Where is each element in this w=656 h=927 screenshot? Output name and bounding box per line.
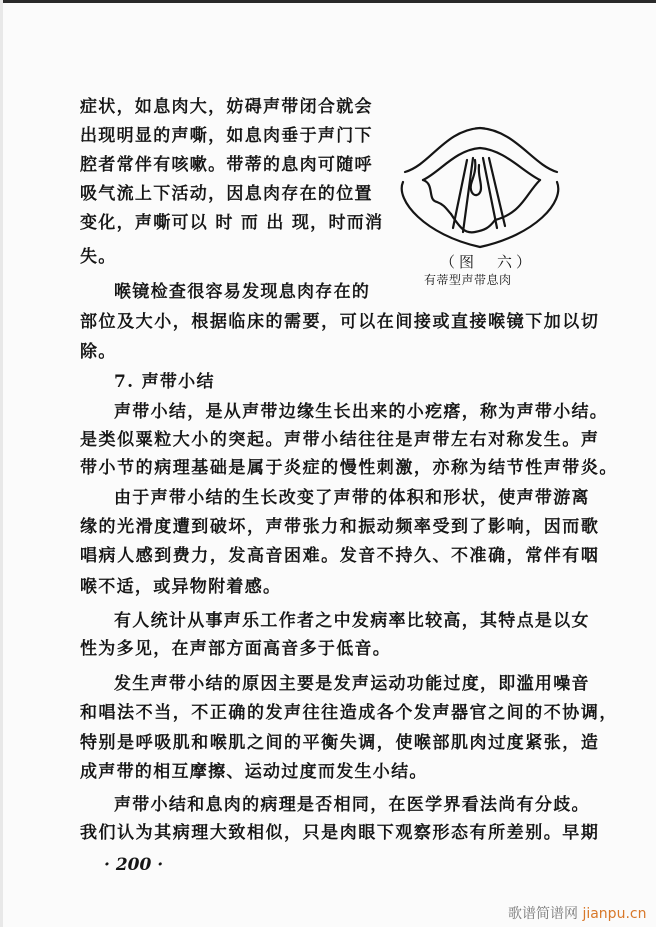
text-line: 唱病人感到费力，发高音困难。发音不持久、不准确，常伴有咽 bbox=[80, 546, 600, 566]
watermark bbox=[508, 903, 646, 923]
text-line: 是类似粟粒大小的突起。声带小结往往是声带左右对称发生。声 bbox=[80, 430, 600, 450]
text-line: 特别是呼吸肌和喉肌之间的平衡失调，使喉部肌肉过度紧张，造 bbox=[80, 733, 600, 753]
text-line: 除。 bbox=[80, 342, 117, 362]
figure-number: （图 六） bbox=[440, 253, 536, 271]
text-line: 喉镜检查很容易发现息肉存在的 bbox=[114, 282, 371, 302]
text-line: 部位及大小，根据临床的需要，可以在间接或直接喉镜下加以切 bbox=[80, 312, 600, 332]
larynx-figure-icon bbox=[385, 110, 575, 260]
text-line: 有人统计从事声乐工作者之中发病率比较高，其特点是以女 bbox=[114, 611, 590, 631]
text-line: 成声带的相互摩擦、运动过度而发生小结。 bbox=[80, 762, 428, 782]
text-line: 吸气流上下活动，因息肉存在的位置 bbox=[80, 184, 373, 204]
text-line: 发生声带小结的原因主要是发声运动功能过度，即滥用噪音 bbox=[114, 674, 590, 694]
scan-edge-left bbox=[0, 0, 3, 927]
text-line: 变化，声嘶可以 时 而 出 现，时而消 bbox=[80, 213, 384, 233]
text-line: 出现明显的声嘶，如息肉垂于声门下 bbox=[80, 126, 373, 146]
watermark-site-name: 歌谱简谱网 bbox=[508, 906, 578, 922]
text-line: 喉不适，或异物附着感。 bbox=[80, 577, 282, 597]
text-line: 腔者常伴有咳嗽。带蒂的息肉可随呼 bbox=[80, 155, 373, 175]
text-line: 带小节的病理基础是属于炎症的慢性刺激，亦称为结节性声带炎。 bbox=[80, 458, 618, 478]
text-line: 声带小结和息肉的病理是否相同，在医学界看法尚有分歧。 bbox=[114, 795, 590, 815]
figure-caption: 有蒂型声带息肉 bbox=[424, 273, 512, 287]
text-line: 失。 bbox=[80, 247, 117, 267]
scan-edge-top bbox=[0, 0, 656, 3]
text-line: 缘的光滑度遭到破坏，声带张力和振动频率受到了影响，因而歌 bbox=[80, 517, 600, 537]
text-line: 由于声带小结的生长改变了声带的体积和形状，使声带游离 bbox=[114, 488, 590, 508]
text-line: 症状，如息肉大，妨碍声带闭合就会 bbox=[80, 97, 373, 117]
text-line: 和唱法不当，不正确的发声往往造成各个发声器官之间的不协调， bbox=[80, 703, 618, 723]
page-number: · 200 · bbox=[104, 855, 164, 875]
text-line: 声带小结，是从声带边缘生长出来的小疙瘩，称为声带小结。 bbox=[114, 402, 609, 422]
text-line: 我们认为其病理大致相似，只是肉眼下观察形态有所差别。早期 bbox=[80, 823, 600, 843]
text-line: 7. 声带小结 bbox=[114, 372, 215, 392]
text-line: 性为多见，在声部方面高音多于低音。 bbox=[80, 639, 392, 659]
watermark-url: jianpu.cn bbox=[582, 906, 647, 922]
